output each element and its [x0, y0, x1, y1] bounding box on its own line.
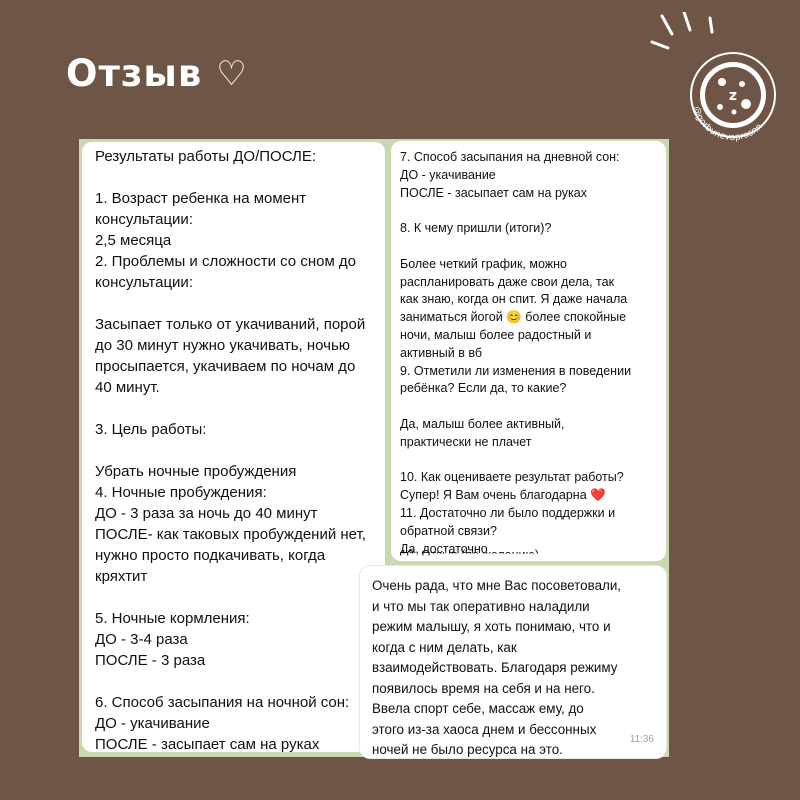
message-line: заниматься йогой 😊 более спокойные — [400, 310, 627, 325]
message-bubble-right — [391, 141, 666, 561]
message-line: 5. Ночные кормления: — [95, 610, 250, 627]
message-line: ДО - укачивание — [400, 167, 496, 182]
message-line: ДО - укачивание — [95, 715, 210, 732]
message-line: 4. Ночные пробуждения: — [95, 484, 267, 501]
title-text: Отзыв — [66, 52, 203, 95]
logo-text: @gorbunevaprosnn — [690, 105, 765, 142]
message-line: 2. Проблемы и сложности со сном до — [95, 253, 357, 270]
message-line: ПОСЛЕ - засыпает сам на руках — [95, 736, 320, 753]
message-line: консультации: — [95, 274, 193, 291]
message-line — [400, 452, 631, 470]
brand-logo — [650, 12, 792, 142]
message-line — [95, 587, 366, 608]
message-line — [95, 293, 366, 314]
message-line: Ввела спорт себе, массаж ему, до — [372, 701, 584, 716]
message-line: 2,5 месяца — [95, 232, 172, 249]
message-text — [372, 576, 621, 761]
message-line — [400, 398, 631, 416]
message-line: консультации: — [95, 211, 193, 228]
message-line: распланировать даже свои дела, так — [400, 274, 615, 289]
message-line: до 30 минут нужно укачивать, ночью — [95, 337, 351, 354]
message-line: 7. Способ засыпания на дневной сон: — [400, 150, 620, 164]
message-line: режим малышу, я хоть понимаю, что и — [372, 619, 611, 634]
message-line: появилось время на себя и на него. — [372, 680, 595, 696]
message-line: ребёнка? Если да, то какие? — [400, 381, 567, 396]
message-line: 40 минут. — [95, 379, 160, 396]
message-line: ДО - 3 раза за ночь до 40 минут — [95, 505, 318, 522]
message-line: 1. Возраст ребенка на момент — [95, 190, 307, 207]
heart-icon: ♡ — [216, 53, 248, 94]
message-line — [95, 167, 366, 188]
svg-text:z: z — [728, 88, 738, 104]
message-line: 11. Достаточно ли было поддержки и — [400, 505, 616, 520]
message-time: 11:36 — [629, 733, 654, 745]
message-line — [400, 202, 631, 220]
message-line: обратной связи? — [400, 523, 497, 538]
message-bubble-bottom — [360, 566, 666, 758]
message-line: взаимодействовать. Благодаря режиму — [372, 660, 618, 675]
message-line: 9. Отметили ли изменения в поведении — [400, 363, 632, 378]
message-line: когда с ним делать, как — [372, 639, 517, 655]
message-line: 3. Цель работы: — [95, 421, 207, 438]
message-line: практически не плачет — [400, 434, 532, 449]
message-line: ДО - 3-4 раза — [95, 631, 188, 648]
message-line — [95, 398, 366, 419]
message-line: Убрать ночные пробуждения — [95, 463, 297, 480]
message-line: ПОСЛЕ - 3 раза — [95, 652, 206, 669]
sun-rays-icon — [652, 12, 712, 48]
message-line: как знаю, когда он спит. Я даже начала — [400, 292, 628, 307]
message-line: ночи, малыш более радостный и — [400, 327, 592, 342]
message-line: Результаты работы ДО/ПОСЛЕ: — [95, 148, 317, 165]
message-line: просыпается, укачиваем по ночам до — [95, 358, 356, 375]
message-line — [95, 671, 366, 692]
page-title — [66, 52, 248, 95]
message-text — [95, 146, 366, 755]
message-line: 6. Способ засыпания на ночной сон: — [95, 694, 350, 711]
message-line: 8. К чему пришли (итоги)? — [400, 221, 552, 236]
message-line: нужно просто подкачивать, когда — [95, 547, 326, 564]
message-line — [95, 440, 366, 461]
message-line: Засыпает только от укачиваний, порой — [95, 316, 366, 333]
message-line: ПОСЛЕ- как таковых пробуждений нет, — [95, 526, 366, 543]
message-line: и что мы так оперативно наладили — [372, 598, 590, 614]
message-line: ночей не было ресурса на это. — [372, 742, 563, 757]
message-text — [400, 149, 631, 558]
message-line: Очень рада, что мне Вас посоветовали, — [372, 578, 622, 593]
message-line: этого из-за хаоса днем и бессонных — [372, 721, 597, 737]
message-line — [400, 238, 631, 256]
message-bubble-left — [82, 142, 385, 752]
message-line: Более четкий график, можно — [400, 256, 567, 271]
message-line: ПОСЛЕ - засыпает сам на руках — [400, 185, 587, 200]
message-line: активный в вб — [400, 345, 483, 360]
message-line: Супер! Я Вам очень благодарна ❤️ — [400, 488, 606, 503]
message-line: 10. Как оцениваете результат работы? — [400, 470, 624, 485]
message-line: Да, малыш более активный, — [400, 416, 565, 431]
message-line: Да, достаточно — [400, 541, 488, 556]
message-line: кряхтит — [95, 568, 148, 585]
